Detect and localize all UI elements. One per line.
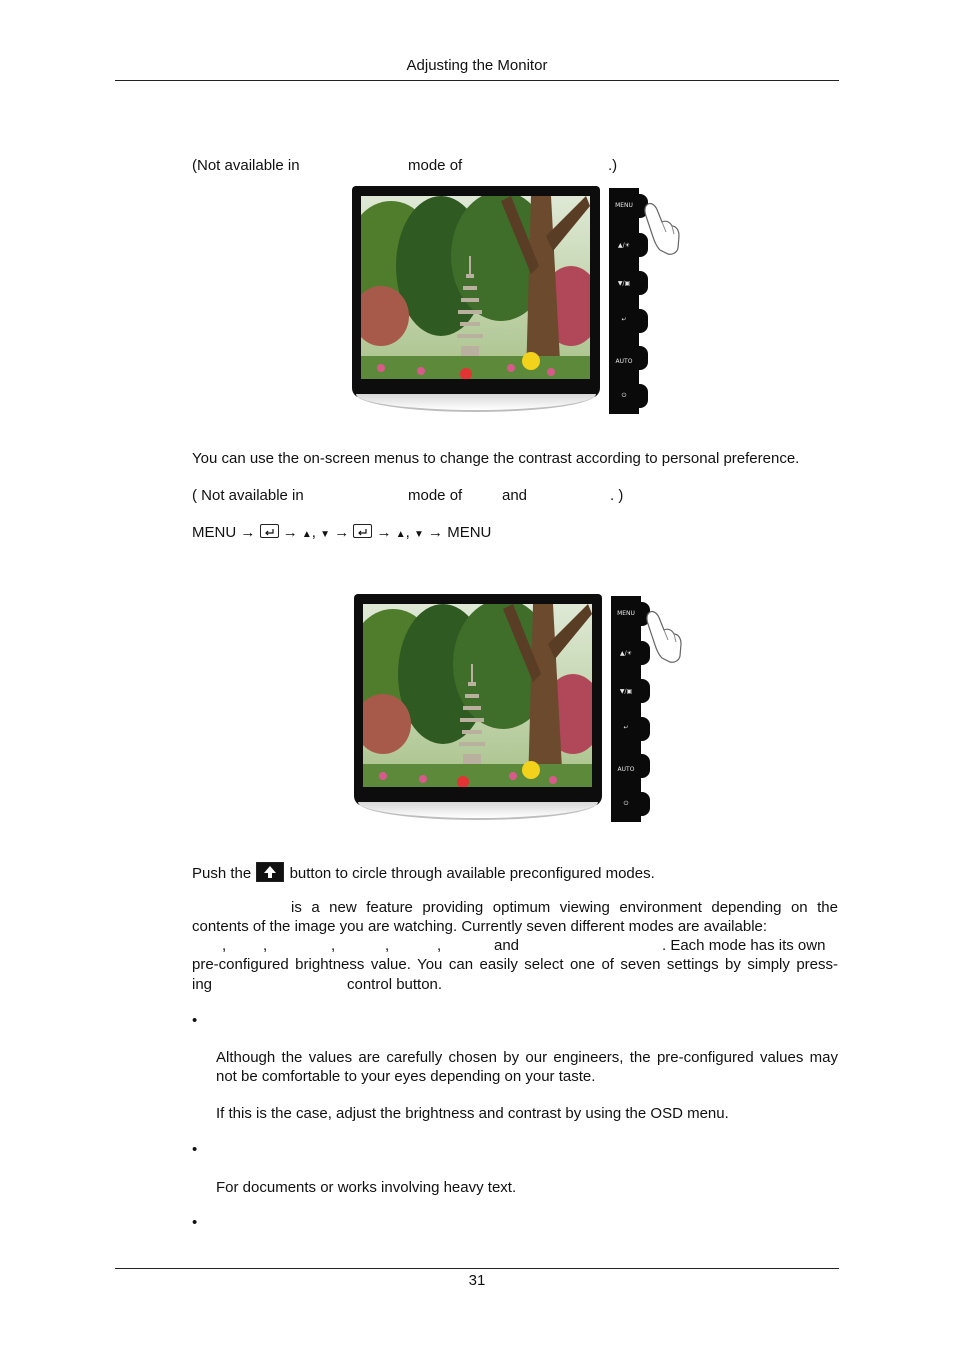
path-menu-end: → MENU bbox=[428, 524, 492, 541]
monitor-button-panel bbox=[609, 188, 639, 414]
auto-button[interactable]: AUTO bbox=[615, 358, 633, 365]
path-arrow: → bbox=[376, 524, 392, 541]
pointing-hand-icon bbox=[642, 200, 682, 256]
custom-mode-desc-line3: If this is the case, adjust the brightness and contrast by using the OSD menu. bbox=[216, 1105, 729, 1122]
pointing-hand-icon bbox=[644, 608, 684, 664]
bullet-marker: • bbox=[192, 1141, 198, 1158]
bullet-marker: • bbox=[192, 1012, 198, 1029]
up-brightness-button[interactable]: ▲/☀ bbox=[619, 650, 632, 657]
magicbright-desc-line4: pre-configured brightness value. You can easily select one of seven settings by simply press- bbox=[192, 956, 838, 973]
up-brightness-button[interactable]: ▲/☀ bbox=[617, 242, 630, 249]
note-not-available-2d: . ) bbox=[610, 487, 624, 504]
magicbright-button-icon bbox=[256, 862, 284, 882]
magicbright-desc-line1: is a new feature providing optimum viewing environment depending on the bbox=[291, 899, 838, 916]
enter-key-icon bbox=[353, 524, 372, 538]
power-button[interactable]: ⏻ bbox=[623, 800, 629, 807]
path-arrow: → bbox=[282, 524, 298, 541]
magicbright-desc-line2: contents of the image you are watching. Currently seven different modes are available: bbox=[192, 918, 768, 935]
enter-button[interactable]: ↵ bbox=[623, 724, 629, 731]
monitor-figure-brightness bbox=[352, 186, 682, 418]
monitor-stand-base bbox=[358, 802, 598, 820]
mode-list-comma: , bbox=[331, 937, 336, 954]
push-button-instruction bbox=[192, 862, 655, 882]
page-header-title: Adjusting the Monitor bbox=[406, 57, 548, 74]
up-triangle-icon: ▲ bbox=[301, 529, 312, 540]
mode-list-comma: , bbox=[263, 937, 268, 954]
down-triangle-icon: ▼ bbox=[320, 529, 331, 540]
path-comma: , bbox=[405, 524, 410, 541]
note-not-available-2b: mode of bbox=[408, 487, 463, 504]
text-mode-desc: For documents or works involving heavy text. bbox=[216, 1179, 517, 1196]
note-not-available-1c: .) bbox=[608, 157, 618, 174]
down-magicbright-button[interactable]: ▼/▣ bbox=[617, 280, 631, 287]
mode-list-and: and bbox=[494, 937, 520, 954]
mode-list-comma: , bbox=[385, 937, 390, 954]
note-not-available-1b: mode of bbox=[408, 157, 463, 174]
monitor-screen-image bbox=[363, 604, 592, 787]
header-rule bbox=[115, 80, 839, 81]
path-menu-start: MENU → bbox=[192, 524, 256, 541]
note-not-available-1a: (Not available in bbox=[192, 157, 300, 174]
power-button[interactable]: ⏻ bbox=[621, 392, 627, 399]
push-after-text: button to circle through available preconfigured modes. bbox=[289, 865, 655, 882]
mode-list-comma: , bbox=[437, 937, 442, 954]
magicbright-desc-line5-end: control button. bbox=[347, 976, 443, 993]
monitor-stand-base bbox=[356, 394, 596, 412]
enter-button[interactable]: ↵ bbox=[621, 316, 627, 323]
bullet-marker: • bbox=[192, 1214, 198, 1231]
auto-button[interactable]: AUTO bbox=[617, 766, 635, 773]
footer-rule bbox=[115, 1268, 839, 1269]
page-number: 31 bbox=[468, 1272, 486, 1289]
path-arrow: → bbox=[334, 524, 350, 541]
magicbright-desc-line3-end: . Each mode has its own bbox=[662, 937, 826, 954]
mode-list-comma: , bbox=[222, 937, 227, 954]
up-triangle-icon: ▲ bbox=[395, 529, 406, 540]
magicbright-desc-line5-ing: ing bbox=[192, 976, 213, 993]
monitor-frame bbox=[354, 594, 602, 806]
push-before-text: Push the bbox=[192, 865, 252, 882]
monitor-figure-magicbright bbox=[354, 594, 684, 826]
menu-button[interactable]: MENU bbox=[617, 610, 635, 617]
menu-navigation-path bbox=[192, 524, 491, 541]
monitor-button-panel bbox=[611, 596, 641, 822]
down-triangle-icon: ▼ bbox=[413, 529, 424, 540]
path-comma: , bbox=[311, 524, 316, 541]
enter-key-icon bbox=[260, 524, 279, 538]
note-not-available-2c: and bbox=[502, 487, 528, 504]
down-magicbright-button[interactable]: ▼/▣ bbox=[619, 688, 633, 695]
note-not-available-2a: ( Not available in bbox=[192, 487, 304, 504]
monitor-frame bbox=[352, 186, 600, 398]
custom-mode-desc-line1: Although the values are carefully chosen by our engineers, the pre-configured values may bbox=[216, 1049, 838, 1066]
menu-button[interactable]: MENU bbox=[615, 202, 633, 209]
custom-mode-desc-line2: not be comfortable to your eyes depending on your taste. bbox=[216, 1068, 596, 1085]
contrast-intro-text: You can use the on-screen menus to change the contrast according to personal preference. bbox=[192, 450, 800, 467]
monitor-screen-image bbox=[361, 196, 590, 379]
